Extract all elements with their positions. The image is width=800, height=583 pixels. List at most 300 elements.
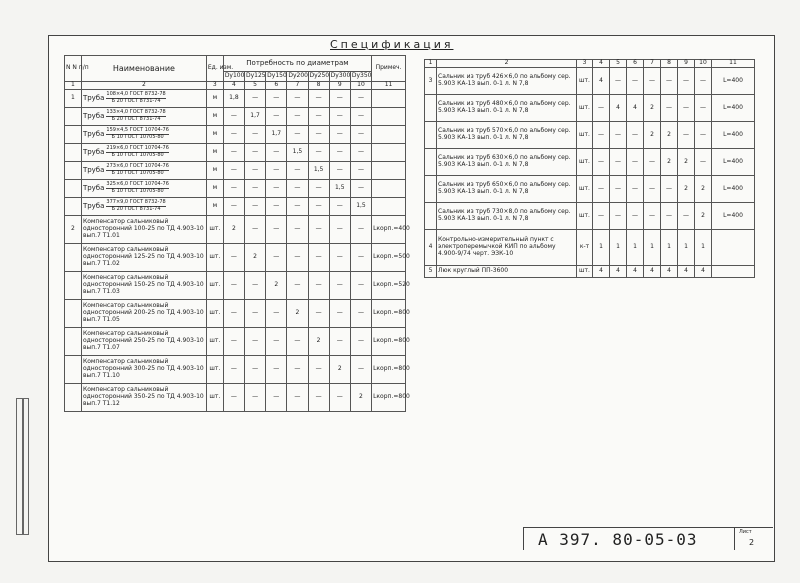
table-row <box>65 328 406 356</box>
note <box>372 108 406 126</box>
row-number <box>65 126 82 144</box>
item-name: Сальник из труб 426×6,0 по альбому сер. 5.903 КА-13 вып. 0-1 л. N 7,8 <box>437 68 577 95</box>
note: L=400 <box>712 203 755 230</box>
pipe-spec-bottom: Б 20 ГОСТ 8731-74 <box>111 98 161 104</box>
quantity: — <box>308 216 329 244</box>
quantity: — <box>350 244 371 272</box>
unit: м <box>206 90 223 108</box>
quantity: — <box>223 162 244 180</box>
quantity: — <box>223 108 244 126</box>
quantity: — <box>223 180 244 198</box>
row-number <box>65 328 82 356</box>
quantity: — <box>266 198 287 216</box>
quantity: 1,7 <box>244 108 265 126</box>
pipe-spec-top: 133×4,0 ГОСТ 8732-78 <box>106 109 166 116</box>
diameter-header: Dу150 <box>266 72 287 82</box>
quantity: — <box>350 108 371 126</box>
pipe-spec-top: 219×6,0 ГОСТ 10704-76 <box>106 145 169 152</box>
quantity: 2 <box>695 176 712 203</box>
quantity: — <box>329 126 350 144</box>
item-name <box>81 384 206 412</box>
unit: шт. <box>206 216 223 244</box>
table-row <box>65 244 406 272</box>
quantity: — <box>308 144 329 162</box>
item-name <box>81 216 206 244</box>
item-name: Сальник из труб 630×6,0 по альбому сер. 5.903 КА-13 вып. 0-1 л. N 7,8 <box>437 149 577 176</box>
sheet-number: 2 <box>749 538 755 547</box>
column-index: 7 <box>287 82 308 90</box>
item-name: Сальник из труб 570×6,0 по альбому сер. 5.903 КА-13 вып. 0-1 л. N 7,8 <box>437 122 577 149</box>
quantity: — <box>266 356 287 384</box>
quantity: — <box>244 180 265 198</box>
item-name <box>81 272 206 300</box>
quantity: — <box>244 144 265 162</box>
column-index: 8 <box>308 82 329 90</box>
pipe-spec <box>106 128 168 141</box>
unit: м <box>206 162 223 180</box>
quantity: 2 <box>244 244 265 272</box>
quantity: 2 <box>644 122 661 149</box>
note: Lкорп.=800 <box>372 356 406 384</box>
table-row <box>65 356 406 384</box>
quantity: 1 <box>627 230 644 266</box>
quantity: 1 <box>593 230 610 266</box>
quantity: — <box>678 68 695 95</box>
quantity: — <box>223 328 244 356</box>
quantity: — <box>350 180 371 198</box>
row-number <box>425 122 437 149</box>
table-row <box>425 266 755 278</box>
pipe-spec-top: 273×6,0 ГОСТ 10704-76 <box>106 163 169 170</box>
item-name <box>81 108 206 126</box>
item-name <box>81 198 206 216</box>
spec-table-right <box>424 59 755 278</box>
quantity: — <box>350 216 371 244</box>
quantity: — <box>266 328 287 356</box>
quantity: — <box>287 356 308 384</box>
item-name: Сальник из труб 730×8,0 по альбому сер. 5.903 КА-13 вып. 0-1 л. N 7,8 <box>437 203 577 230</box>
table-row <box>65 108 406 126</box>
note <box>712 230 755 266</box>
quantity: — <box>329 300 350 328</box>
quantity: — <box>244 216 265 244</box>
table-row <box>65 300 406 328</box>
item-name <box>81 300 206 328</box>
quantity: — <box>678 203 695 230</box>
row-number <box>65 384 82 412</box>
pipe-spec <box>106 182 168 195</box>
table-row <box>425 176 755 203</box>
quantity: — <box>244 198 265 216</box>
quantity: 4 <box>627 95 644 122</box>
item-name: Люк круглый ПП-3600 <box>437 266 577 278</box>
quantity: — <box>287 244 308 272</box>
quantity: 1 <box>610 230 627 266</box>
unit: шт. <box>577 122 593 149</box>
quantity: — <box>350 300 371 328</box>
quantity: — <box>593 149 610 176</box>
quantity: — <box>223 126 244 144</box>
spec-table-left <box>64 55 410 412</box>
quantity: — <box>223 384 244 412</box>
diameter-header: Dу100 <box>223 72 244 82</box>
row-number <box>425 95 437 122</box>
quantity: — <box>266 244 287 272</box>
quantity: — <box>329 144 350 162</box>
unit: м <box>206 144 223 162</box>
item-name-text: Труба <box>82 130 105 138</box>
row-number <box>65 144 82 162</box>
page-title: Спецификация <box>330 38 454 51</box>
quantity: 1 <box>644 230 661 266</box>
column-index: 11 <box>712 60 755 68</box>
unit: шт. <box>577 176 593 203</box>
pipe-spec-top: 325×6,0 ГОСТ 10704-76 <box>106 181 169 188</box>
quantity: 2 <box>661 149 678 176</box>
quantity: 1 <box>678 230 695 266</box>
quantity: — <box>244 328 265 356</box>
quantity: — <box>287 108 308 126</box>
quantity: — <box>308 244 329 272</box>
pipe-spec-top: 159×4,5 ГОСТ 10704-76 <box>106 127 169 134</box>
column-index: 7 <box>644 60 661 68</box>
quantity: — <box>223 356 244 384</box>
row-number: 2 <box>65 216 82 244</box>
quantity: — <box>223 300 244 328</box>
quantity: — <box>266 144 287 162</box>
item-name: Сальник из труб 480×6,0 по альбому сер. 5.903 КА-13 вып. 0-1 л. N 7,8 <box>437 95 577 122</box>
quantity: — <box>223 272 244 300</box>
unit: шт. <box>577 68 593 95</box>
table-row <box>65 90 406 108</box>
unit: шт. <box>206 244 223 272</box>
row-number <box>65 300 82 328</box>
quantity: — <box>350 144 371 162</box>
pipe-spec-bottom: Б 10 ГОСТ 10705-80 <box>111 188 164 194</box>
quantity: 2 <box>661 122 678 149</box>
table-row <box>65 384 406 412</box>
quantity: — <box>287 180 308 198</box>
row-number <box>65 162 82 180</box>
table-row <box>425 68 755 95</box>
quantity: — <box>308 108 329 126</box>
item-name-text: Компенсатор сальниковый односторонний 300-25 по ТД 4.903-10 вып.7 Т1.10 <box>82 358 204 379</box>
diameter-header: Dу200 <box>287 72 308 82</box>
unit: шт. <box>577 203 593 230</box>
quantity: — <box>308 272 329 300</box>
row-number: 1 <box>65 90 82 108</box>
quantity: — <box>610 122 627 149</box>
quantity: — <box>244 126 265 144</box>
quantity: 2 <box>287 300 308 328</box>
quantity: — <box>329 108 350 126</box>
diameter-header: Dу125 <box>244 72 265 82</box>
unit: м <box>206 180 223 198</box>
quantity: — <box>627 176 644 203</box>
quantity: — <box>644 176 661 203</box>
row-number <box>65 356 82 384</box>
row-number <box>65 272 82 300</box>
quantity: — <box>350 90 371 108</box>
pipe-spec-bottom: Б 10 ГОСТ 10705-80 <box>111 134 164 140</box>
quantity: — <box>329 384 350 412</box>
quantity: — <box>287 384 308 412</box>
quantity: — <box>350 162 371 180</box>
diameter-header: Dу250 <box>308 72 329 82</box>
pipe-spec-top: 108×4,0 ГОСТ 8732-78 <box>106 91 166 98</box>
item-name-text: Труба <box>82 184 105 192</box>
quantity: — <box>329 328 350 356</box>
title-block <box>523 527 734 550</box>
quantity: — <box>223 198 244 216</box>
diameter-header: Dу300 <box>329 72 350 82</box>
quantity: — <box>329 90 350 108</box>
note: L=400 <box>712 149 755 176</box>
quantity: — <box>244 356 265 384</box>
note <box>372 144 406 162</box>
quantity: — <box>287 328 308 356</box>
column-index: 9 <box>678 60 695 68</box>
document-code: А 397. 80-05-03 <box>538 530 698 549</box>
quantity: — <box>627 203 644 230</box>
column-index: 4 <box>593 60 610 68</box>
quantity: 4 <box>593 68 610 95</box>
col-name-header: Наименование <box>81 56 206 82</box>
quantity: — <box>610 68 627 95</box>
quantity: — <box>266 180 287 198</box>
quantity: 1,5 <box>287 144 308 162</box>
row-number <box>65 244 82 272</box>
quantity: — <box>644 68 661 95</box>
quantity: — <box>695 149 712 176</box>
quantity: — <box>350 126 371 144</box>
quantity: — <box>593 122 610 149</box>
note: Lкорп.=800 <box>372 328 406 356</box>
item-name <box>81 356 206 384</box>
column-index: 3 <box>577 60 593 68</box>
quantity: — <box>287 198 308 216</box>
note: Lкорп.=520 <box>372 272 406 300</box>
quantity: 4 <box>695 266 712 278</box>
quantity: — <box>644 203 661 230</box>
quantity: — <box>287 90 308 108</box>
row-number <box>65 198 82 216</box>
unit: шт. <box>206 300 223 328</box>
pipe-spec <box>106 164 168 177</box>
table-row <box>425 95 755 122</box>
note: L=400 <box>712 176 755 203</box>
pipe-spec <box>106 146 168 159</box>
quantity: — <box>661 176 678 203</box>
row-number: 4 <box>425 230 437 266</box>
row-number <box>65 180 82 198</box>
note <box>372 198 406 216</box>
quantity: 1 <box>661 230 678 266</box>
quantity: — <box>244 300 265 328</box>
table-row <box>425 122 755 149</box>
quantity: 4 <box>678 266 695 278</box>
item-name <box>81 328 206 356</box>
quantity: 4 <box>644 266 661 278</box>
quantity: 4 <box>593 266 610 278</box>
table-row <box>65 126 406 144</box>
col-unit-header: Ед. изм. <box>206 56 223 82</box>
note: Lкорп.=400 <box>372 216 406 244</box>
quantity: — <box>661 95 678 122</box>
quantity: — <box>610 203 627 230</box>
unit: шт. <box>577 149 593 176</box>
quantity: — <box>244 90 265 108</box>
quantity: — <box>287 126 308 144</box>
column-index: 3 <box>206 82 223 90</box>
sheet-number-box <box>734 527 773 550</box>
item-name-text: Компенсатор сальниковый односторонний 200-25 по ТД 4.903-10 вып.7 Т1.05 <box>82 302 204 323</box>
quantity: — <box>223 244 244 272</box>
quantity: — <box>695 68 712 95</box>
quantity: 1,7 <box>266 126 287 144</box>
quantity: — <box>266 216 287 244</box>
row-number <box>425 176 437 203</box>
quantity: 2 <box>695 203 712 230</box>
item-name: Сальник из труб 650×6,0 по альбому сер. 5.903 КА-13 вып. 0-1 л. N 7,8 <box>437 176 577 203</box>
column-index: 5 <box>610 60 627 68</box>
unit: шт. <box>206 384 223 412</box>
table-row <box>425 203 755 230</box>
note <box>372 162 406 180</box>
item-name: Контрольно-измерительный пункт с электроперемычкой КИП по альбому 4.900-9/74 черт. ЭЗК-10 <box>437 230 577 266</box>
unit: шт. <box>206 328 223 356</box>
quantity: 2 <box>329 356 350 384</box>
note: Lкорп.=800 <box>372 300 406 328</box>
item-name <box>81 90 206 108</box>
note: L=400 <box>712 68 755 95</box>
quantity: 4 <box>661 266 678 278</box>
quantity: — <box>266 90 287 108</box>
quantity: 2 <box>678 176 695 203</box>
quantity: — <box>287 272 308 300</box>
row-number <box>65 108 82 126</box>
quantity: — <box>695 122 712 149</box>
table-row <box>65 272 406 300</box>
unit: м <box>206 198 223 216</box>
row-number: 3 <box>425 68 437 95</box>
quantity: 1,5 <box>329 180 350 198</box>
column-index: 1 <box>65 82 82 90</box>
pipe-spec-bottom: Б 10 ГОСТ 10705-80 <box>111 170 164 176</box>
quantity: — <box>644 149 661 176</box>
note <box>372 126 406 144</box>
column-index: 11 <box>372 82 406 90</box>
quantity: — <box>266 162 287 180</box>
quantity: — <box>308 300 329 328</box>
quantity: — <box>308 90 329 108</box>
table-row <box>425 149 755 176</box>
note: Lкорп.=500 <box>372 244 406 272</box>
column-index: 6 <box>627 60 644 68</box>
quantity: — <box>287 216 308 244</box>
row-number: 5 <box>425 266 437 278</box>
column-index: 10 <box>350 82 371 90</box>
unit: шт. <box>577 266 593 278</box>
quantity: — <box>287 162 308 180</box>
quantity: — <box>329 216 350 244</box>
sheet-label: Лист <box>739 529 752 535</box>
quantity: — <box>610 149 627 176</box>
item-name-text: Компенсатор сальниковый односторонний 125-25 по ТД 4.903-10 вып.7 Т1.02 <box>82 246 204 267</box>
quantity: — <box>610 176 627 203</box>
quantity: — <box>593 176 610 203</box>
quantity: — <box>308 180 329 198</box>
quantity: 1,5 <box>308 162 329 180</box>
quantity: — <box>266 300 287 328</box>
quantity: — <box>308 384 329 412</box>
note: L=400 <box>712 122 755 149</box>
row-number <box>425 203 437 230</box>
quantity: — <box>661 68 678 95</box>
quantity: — <box>308 198 329 216</box>
note <box>372 180 406 198</box>
quantity: 1,5 <box>350 198 371 216</box>
item-name <box>81 126 206 144</box>
margin-strip-2 <box>22 398 29 535</box>
note: Lкорп.=800 <box>372 384 406 412</box>
quantity: — <box>329 162 350 180</box>
quantity: — <box>678 95 695 122</box>
pipe-spec <box>106 200 165 213</box>
pipe-spec <box>106 92 165 105</box>
col-num-header: N N п/п <box>65 56 82 82</box>
table-row <box>65 216 406 244</box>
quantity: — <box>695 95 712 122</box>
item-name-text: Компенсатор сальниковый односторонний 350-25 по ТД 4.903-10 вып.7 Т1.12 <box>82 386 204 407</box>
quantity: — <box>329 198 350 216</box>
row-number <box>425 149 437 176</box>
col-note-header: Примеч. <box>372 56 406 82</box>
item-name <box>81 244 206 272</box>
column-index: 5 <box>244 82 265 90</box>
item-name-text: Компенсатор сальниковый односторонний 250-25 по ТД 4.903-10 вып.7 Т1.07 <box>82 330 204 351</box>
quantity: — <box>350 328 371 356</box>
column-index: 2 <box>437 60 577 68</box>
column-index: 1 <box>425 60 437 68</box>
item-name-text: Труба <box>82 202 105 210</box>
pipe-spec-top: 377×9,0 ГОСТ 8732-78 <box>106 199 166 206</box>
quantity: — <box>678 122 695 149</box>
unit: шт. <box>577 95 593 122</box>
quantity: — <box>593 203 610 230</box>
quantity: — <box>308 126 329 144</box>
quantity: 2 <box>644 95 661 122</box>
item-name-text: Труба <box>82 94 105 102</box>
quantity: — <box>329 244 350 272</box>
quantity: 1,8 <box>223 90 244 108</box>
item-name <box>81 180 206 198</box>
unit: к-т <box>577 230 593 266</box>
quantity: — <box>661 203 678 230</box>
quantity: — <box>329 272 350 300</box>
quantity: 2 <box>266 272 287 300</box>
item-name <box>81 144 206 162</box>
table-row <box>65 180 406 198</box>
quantity: — <box>593 95 610 122</box>
item-name-text: Компенсатор сальниковый односторонний 150-25 по ТД 4.903-10 вып.7 Т1.03 <box>82 274 204 295</box>
pipe-spec-bottom: Б 20 ГОСТ 8731-74 <box>111 116 161 122</box>
pipe-spec-bottom: Б 10 ГОСТ 10705-80 <box>111 152 164 158</box>
quantity: — <box>627 149 644 176</box>
quantity: — <box>350 356 371 384</box>
column-index: 10 <box>695 60 712 68</box>
quantity: 4 <box>610 266 627 278</box>
